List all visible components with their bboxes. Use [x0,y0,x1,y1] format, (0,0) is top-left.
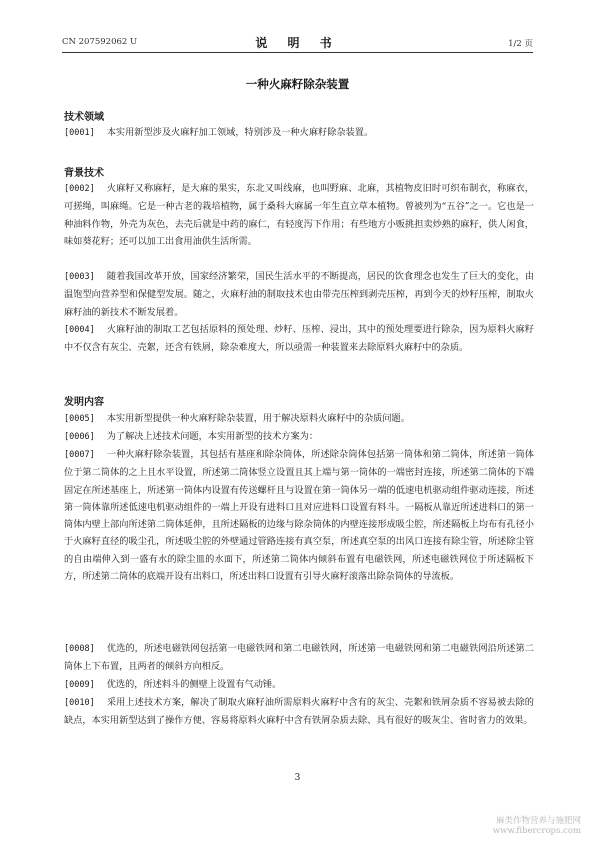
header-title: 说 明 书 [255,36,340,50]
watermark [493,816,581,836]
paragraph-text: 采用上述技术方案，解决了制取火麻籽油所需原料火麻籽中含有的灰尘、壳絮和铁屑杂质不容易被去除的缺点，本实用新型达到了操作方便、容易将原料火麻籽中含有铁屑杂质去除、具有很好的吸灰尘、省时省力的效果。 [64,697,534,727]
paragraph-text: 火麻籽又称麻籽，是大麻的果实，东北又叫线麻，也叫野麻、北麻，其植物皮旧时可织布制衣，称麻衣，可搓绳，叫麻绳。它是一种古老的栽培植物，属于桑科大麻属一年生直立草本植物。曾被列为“五谷”之一。它也是一种油料作物，外壳为灰色，去壳后就是中药的麻仁，有轻度泻下作用；有些地方小贩挑担卖炒熟的麻籽，供人闲食，味如葵花籽；还可以加工出食用油供生活所需。 [64,183,534,247]
heading-tech-field: 技术领域 [64,112,104,123]
paragraph-number: [0005] [64,414,95,424]
paragraph-0009 [64,676,534,694]
paragraph-text: 为了解决上述技术问题，本实用新型的技术方案为： [106,431,319,442]
paragraph-0007 [64,446,534,585]
paragraph-text: 随着我国改革开放，国家经济繁荣，国民生活水平的不断提高，居民的饮食理念也发生了巨大的变化，由温饱型向营养型和保健型发展。随之，火麻籽油的制取技术也由带壳压榨到剥壳压榨，再到今天的炒籽压榨，制取火麻籽油的新技术不断发展着。 [64,271,534,318]
paragraph-number: [0002] [64,184,95,194]
paragraph-0001 [64,124,534,142]
paragraph-number: [0003] [64,272,95,282]
paragraph-0005 [64,410,534,428]
paragraph-number: [0001] [64,128,95,138]
publication-number: CN 207592062 U [62,37,138,47]
paragraph-number: [0010] [64,698,95,708]
paragraph-text: 一种火麻籽除杂装置，其包括有基座和除杂筒体，所述除杂筒体包括第一筒体和第二筒体，所述第一筒体位于第二筒体的之上且水平设置，所述第二筒体竖立设置且其上端与第一筒体的一端密封连接，所述第二筒体的下端固定在所述基座上，所述第一筒体内设置有传送螺杆且与设置在第一筒体另一端的低速电机驱动组件驱动连接，所述第一筒体靠所述低速电机驱动组件的一端上开设有进料口且对应进料口设置有料斗。一隔板从靠近所述进料口的第一筒体内壁上部向所述第二筒体延伸，且所述隔板的边缘与除杂筒体的内壁连接形成吸尘腔，所述隔板上均布有孔径小于火麻籽直径的吸尘孔，所述吸尘腔的外壁通过管路连接有真空泵，所述真空泵的出风口连接有除尘管，所述除尘管的自由端伸入到一盛有水的除尘皿的水面下，所述第二筒体内倾斜布置有电磁铁网，所述电磁铁网位于所述隔板下方，所述第二筒体的底端开设有出料口，所述出料口设置有引导火麻籽滚落出除杂筒体的导流板。 [64,449,534,583]
watermark-url: www.fibercrops.com [492,826,581,836]
paragraph-0006 [64,428,534,446]
paragraph-text: 本实用新型涉及火麻籽加工领域，特别涉及一种火麻籽除杂装置。 [106,127,374,138]
paragraph-number: [0004] [64,325,95,335]
document-title: 一种火麻籽除杂装置 [245,77,350,91]
paragraph-text: 火麻籽油的制取工艺包括原料的预处理、炒籽、压榨、浸出，其中的预处理要进行除杂，因为原料火麻籽中不仅含有灰尘、壳絮，还含有铁屑，除杂难度大，所以亟需一种装置来去除原料火麻籽中的杂质。 [64,324,534,354]
page-number: 3 [294,773,301,783]
paragraph-0010 [64,694,534,730]
page-info: 1/2 页 [508,39,533,49]
paragraph-number: [0007] [64,450,95,460]
paragraph-text: 优选的，所述料斗的侧壁上设置有气动锤。 [106,679,282,690]
watermark-site-name: 麻类作物营养与施肥网 [495,816,581,826]
paragraph-text: 优选的，所述电磁铁网包括第一电磁铁网和第二电磁铁网，所述第一电磁铁网和第二电磁铁网沿所述第二筒体上下布置，且两者的倾斜方向相反。 [64,643,534,673]
paragraph-text: 本实用新型提供一种火麻籽除杂装置，用于解决原料火麻籽中的杂质问题。 [106,413,410,424]
paragraph-0004 [64,321,534,357]
paragraph-0003 [64,268,534,321]
heading-background: 背景技术 [64,168,104,179]
paragraph-number: [0006] [64,432,95,442]
paragraph-number: [0009] [64,680,95,690]
paragraph-0002 [64,180,534,250]
paragraph-0008 [64,640,534,676]
paragraph-number: [0008] [64,644,95,654]
page-header [62,34,533,53]
heading-content: 发明内容 [64,397,104,408]
